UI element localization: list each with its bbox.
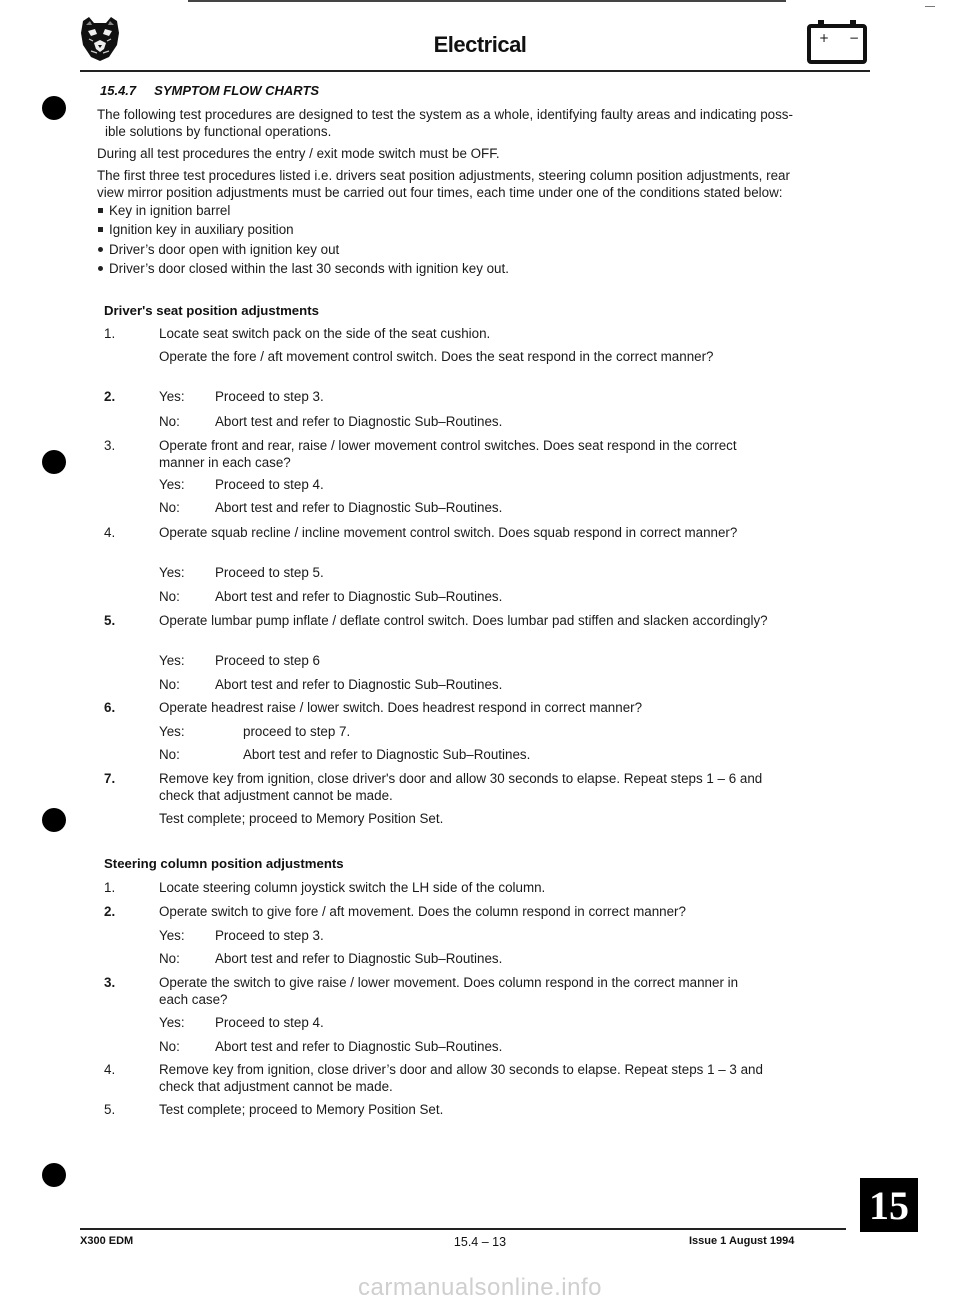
intro-p3-line2: view mirror position adjustments must be carried out four times, each time under one of the conditions stated below: xyxy=(97,184,783,200)
no-text: Abort test and refer to Diagnostic Sub–Routines. xyxy=(215,589,503,604)
step-text: Test complete; proceed to Memory Position Set. xyxy=(159,811,444,826)
step-text: Operate lumbar pump inflate / deflate control switch. Does lumbar pad stiffen and slacken accordingly? xyxy=(159,613,768,628)
no-label: No: xyxy=(159,747,180,762)
footer-issue-date: Issue 1 August 1994 xyxy=(689,1235,795,1247)
condition-item: Driver’s door open with ignition key out xyxy=(97,242,339,258)
binder-hole xyxy=(42,808,66,832)
binder-hole xyxy=(42,1163,66,1187)
no-label: No: xyxy=(159,414,180,429)
battery-plus-sign: + xyxy=(819,31,830,45)
seat-adjustments-heading: Driver's seat position adjustments xyxy=(104,303,319,318)
no-text: Abort test and refer to Diagnostic Sub–Routines. xyxy=(243,747,531,762)
no-text: Abort test and refer to Diagnostic Sub–Routines. xyxy=(215,1039,503,1054)
step-number: 6. xyxy=(104,700,116,715)
no-text: Abort test and refer to Diagnostic Sub–Routines. xyxy=(215,500,503,515)
section-title: SYMPTOM FLOW CHARTS xyxy=(154,83,320,98)
yes-label: Yes: xyxy=(159,653,185,668)
no-label: No: xyxy=(159,1039,180,1054)
yes-label: Yes: xyxy=(159,565,185,580)
binder-hole xyxy=(42,450,66,474)
section-number: 15.4.7 xyxy=(100,83,137,98)
intro-paragraph-1 xyxy=(97,107,857,140)
binder-hole xyxy=(42,96,66,120)
yes-label: Yes: xyxy=(159,477,185,492)
yes-label: Yes: xyxy=(159,389,185,404)
condition-item: Ignition key in auxiliary position xyxy=(97,222,294,238)
footer-rule xyxy=(80,1228,846,1230)
no-label: No: xyxy=(159,951,180,966)
condition-item: Key in ignition barrel xyxy=(97,203,230,219)
yes-label: Yes: xyxy=(159,724,185,739)
yes-text: proceed to step 7. xyxy=(243,724,351,739)
yes-text: Proceed to step 4. xyxy=(215,477,324,492)
step-text: Operate switch to give fore / aft movement. Does the column respond in correct manner? xyxy=(159,904,686,919)
no-text: Abort test and refer to Diagnostic Sub–Routines. xyxy=(215,677,503,692)
footer-document-code: X300 EDM xyxy=(80,1235,134,1247)
step-number: 7. xyxy=(104,771,116,786)
step-number: 1. xyxy=(104,326,116,341)
step-number: 5. xyxy=(104,613,116,628)
corner-mark xyxy=(925,6,935,7)
yes-text: Proceed to step 5. xyxy=(215,565,324,580)
step-number: 4. xyxy=(104,1062,116,1077)
footer-page-number: 15.4 – 13 xyxy=(453,1235,507,1249)
step-text: Operate the fore / aft movement control switch. Does the seat respond in the correct manner? xyxy=(159,349,714,364)
step-text: Test complete; proceed to Memory Position Set. xyxy=(159,1102,444,1117)
step-text: Locate seat switch pack on the side of the seat cushion. xyxy=(159,326,491,341)
yes-text: Proceed to step 3. xyxy=(215,928,324,943)
section-tab: 15 xyxy=(860,1178,918,1232)
step-number: 2. xyxy=(104,389,116,404)
header-rule xyxy=(80,70,870,72)
intro-p1-line1: The following test procedures are designed to test the system as a whole, identifying faulty areas and indicating poss- xyxy=(97,107,793,122)
yes-text: Proceed to step 3. xyxy=(215,389,324,404)
step-text: Remove key from ignition, close driver's door and allow 30 seconds to elapse. Repeat steps 1 – 6 and check that adjustment cannot be made. xyxy=(159,771,763,803)
yes-label: Yes: xyxy=(159,1015,185,1030)
no-text: Abort test and refer to Diagnostic Sub–Routines. xyxy=(215,414,503,429)
yes-label: Yes: xyxy=(159,928,185,943)
section-heading xyxy=(100,83,319,98)
step-text: Operate headrest raise / lower switch. Does headrest respond in correct manner? xyxy=(159,700,643,715)
top-edge-rule xyxy=(188,0,786,2)
yes-text: Proceed to step 6 xyxy=(215,653,320,668)
step-number: 3. xyxy=(104,975,116,990)
watermark: carmanualsonline.info xyxy=(358,1274,602,1301)
step-text: Operate front and rear, raise / lower movement control switches. Does seat respond in the correct manner in each case? xyxy=(159,438,737,470)
steering-adjustments-heading: Steering column position adjustments xyxy=(104,856,344,871)
condition-item: Driver’s door closed within the last 30 seconds with ignition key out. xyxy=(97,261,509,277)
intro-p1-line2: ible solutions by functional operations. xyxy=(105,123,332,139)
no-label: No: xyxy=(159,500,180,515)
intro-paragraph-2: During all test procedures the entry / exit mode switch must be OFF. xyxy=(97,146,500,161)
step-text: Remove key from ignition, close driver’s door and allow 30 seconds to elapse. Repeat steps 1 – 3 and check that adjustment cannot be made. xyxy=(159,1062,763,1094)
intro-p3-line1: The first three test procedures listed i.e. drivers seat position adjustments, steering column position adjustments, rear xyxy=(97,168,790,183)
step-text: Operate the switch to give raise / lower movement. Does column respond in the correct manner in each case? xyxy=(159,975,739,1007)
intro-paragraph-3 xyxy=(97,168,857,201)
step-text: Operate squab recline / incline movement control switch. Does squab respond in correct manner? xyxy=(159,525,738,540)
step-number: 4. xyxy=(104,525,116,540)
step-number: 2. xyxy=(104,904,116,919)
page-title: Electrical xyxy=(433,32,527,57)
battery-minus-sign: − xyxy=(849,31,860,45)
no-label: No: xyxy=(159,589,180,604)
step-text: Locate steering column joystick switch the LH side of the column. xyxy=(159,880,546,895)
no-text: Abort test and refer to Diagnostic Sub–Routines. xyxy=(215,951,503,966)
step-number: 1. xyxy=(104,880,116,895)
yes-text: Proceed to step 4. xyxy=(215,1015,324,1030)
step-number: 5. xyxy=(104,1102,116,1117)
step-number: 3. xyxy=(104,438,116,453)
no-label: No: xyxy=(159,677,180,692)
